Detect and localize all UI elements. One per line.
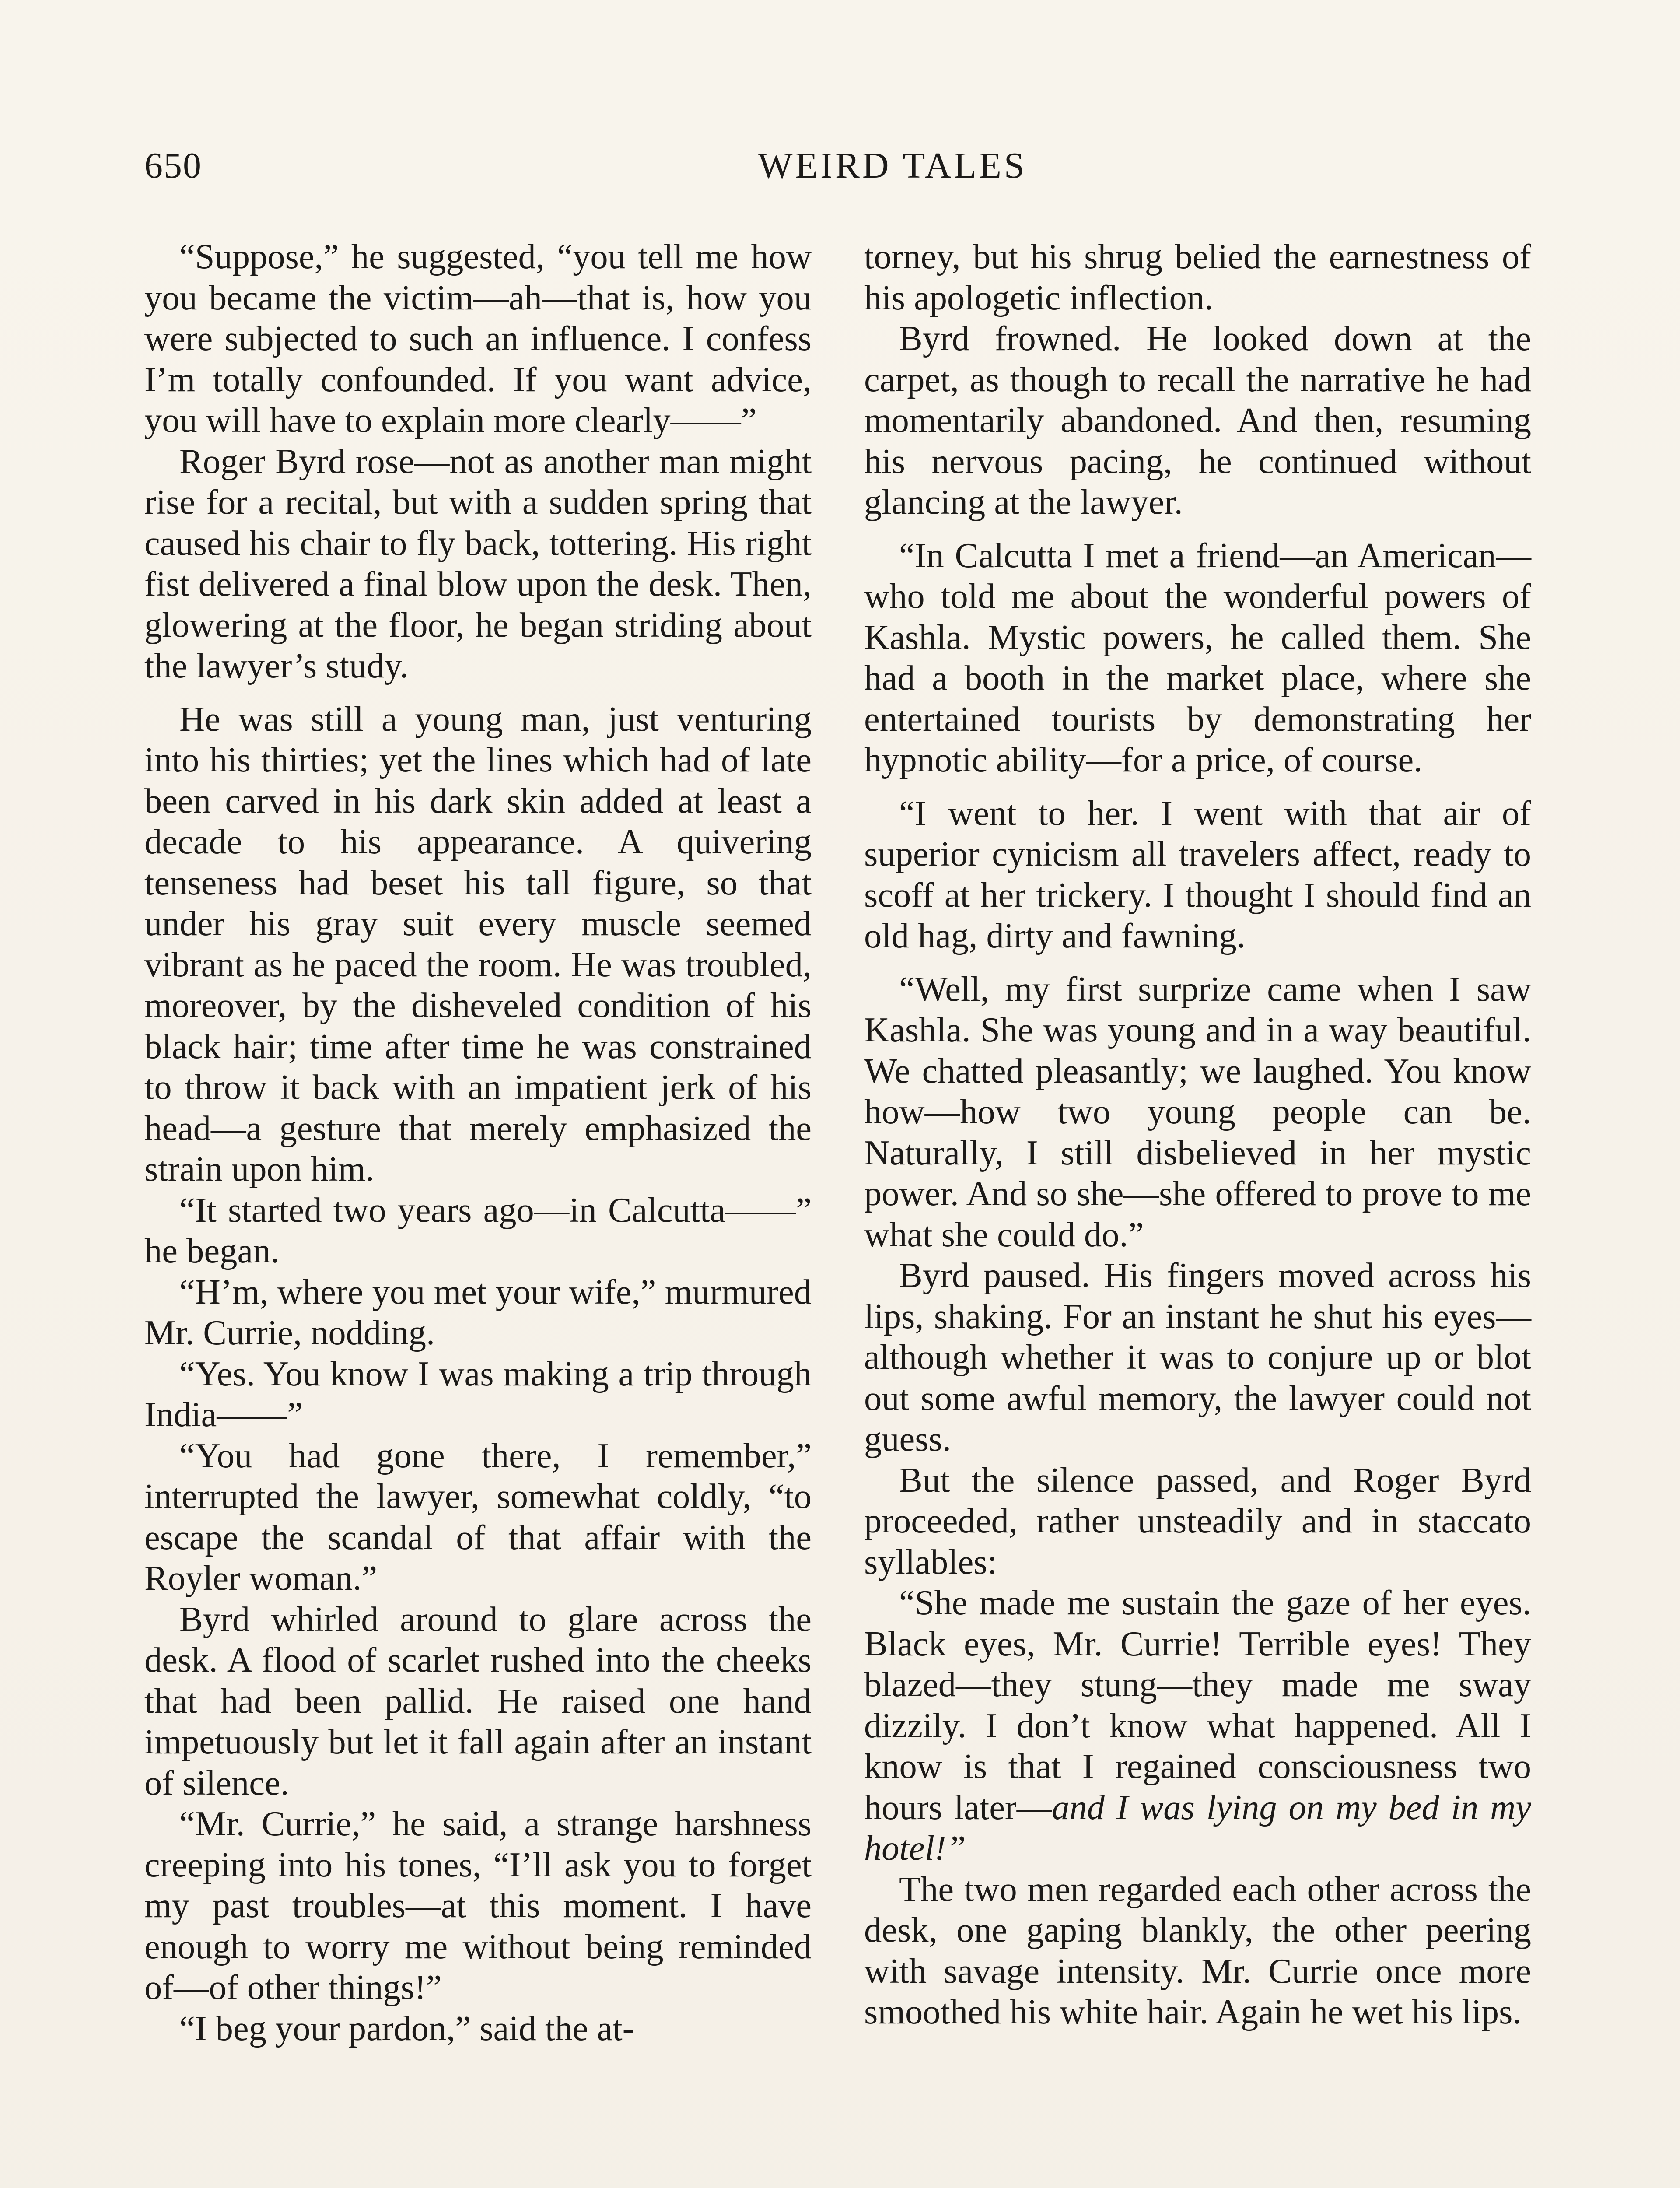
paragraph: Byrd frowned. He looked down at the carpet, as though to recall the narrative he had momentarily abandoned. And then, resuming his nervous pacing, he continued without glancing at the lawyer. [864,319,1531,522]
paragraph: “In Calcutta I met a friend—an American—who told me about the wonderful powers of Kashla. Mystic powers, he called them. She had a booth in the market place, where she entertained tourists by demonstrating her hypnotic ability—for a price, of course. [864,536,1531,779]
page-number: 650 [144,145,202,186]
magazine-title: WEIRD TALES [758,145,1027,186]
paragraph: He was still a young man, just venturing into his thirties; yet the lines which had of late been carved in his dark skin added at least a decade to his appearance. A quivering tenseness had beset his tall figure, so that under his gray suit every muscle seemed vibrant as he paced the room. He was troubled, moreover, by the disheveled condition of his black hair; time after time he was constrained to throw it back with an impatient jerk of his head—a gesture that merely emphasized the strain upon him. [144,699,812,1189]
paragraph-text: “She made me sustain the gaze of her eyes. Black eyes, Mr. Currie! Terrible eyes! They blazed—they stung—they made me sway dizzily. I don’t know what happened. All I know is that I regained consciousness two hours later— [864,1583,1531,1827]
paragraph: “Yes. You know I was making a trip through India——” [144,1354,812,1434]
paragraph: “I beg your pardon,” said the at- [179,2009,634,2048]
paragraph: “Well, my first surprize came when I saw Kashla. She was young and in a way beautiful. We chatted pleasantly; we laughed. You know how—how two young people can be. Naturally, I still disbelieved in her mystic power. And so she—she offered to prove to me what she could do.” [864,969,1531,1254]
paragraph: The two men regarded each other across the desk, one gaping blankly, the other peering with savage intensity. Mr. Currie once more smoothed his white hair. Again he wet his lips. [864,1869,1531,2031]
right-column [864,236,1531,2033]
paragraph: “I went to her. I went with that air of superior cynicism all travelers affect, ready to scoff at her trickery. I thought I should find an old hag, dirty and fawning. [864,793,1531,955]
paragraph: torney, but his shrug belied the earnestness of his apologetic inflection. [864,237,1531,317]
paragraph: “Suppose,” he suggested, “you tell me how you became the victim—ah—that is, how you were subjected to such an influence. I confess I’m totally confounded. If you want advice, you will have to explain more clearly——” [144,237,812,440]
page-header [144,144,1536,193]
paragraph: “It started two years ago—in Calcutta——” he began. [144,1190,812,1270]
italic-text: and I was lying on my bed in my hotel!” [864,1788,1531,1868]
paragraph: Byrd whirled around to glare across the desk. A flood of scarlet rushed into the cheeks that had been pallid. He raised one hand impetuously but let it fall again after an instant of silence. [144,1599,812,1802]
paragraph: But the silence passed, and Roger Byrd proceeded, rather unsteadily and in staccato syllables: [864,1460,1531,1581]
paragraph: “Mr. Currie,” he said, a strange harshness creeping into his tones, “I’ll ask you to forget my past troubles—at this moment. I have enough to worry me without being reminded of—of other things!” [144,1804,812,2007]
paragraph [864,1582,1531,1869]
paragraph: Byrd paused. His fingers moved across his lips, shaking. For an instant he shut his eyes—although whether it was to conjure up or blot out some awful memory, the lawyer could not guess. [864,1256,1531,1459]
paragraph: Roger Byrd rose—not as another man might rise for a recital, but with a sudden spring that caused his chair to fly back, tottering. His right fist delivered a final blow upon the desk. Then, glowering at the floor, he began striding about the lawyer’s study. [144,442,812,685]
paragraph: “H’m, where you met your wife,” murmured Mr. Currie, nodding. [144,1272,812,1352]
left-column [144,236,812,2049]
paragraph: “You had gone there, I remember,” interrupted the lawyer, somewhat coldly, “to escape the scandal of that affair with the Royler woman.” [144,1436,812,1598]
